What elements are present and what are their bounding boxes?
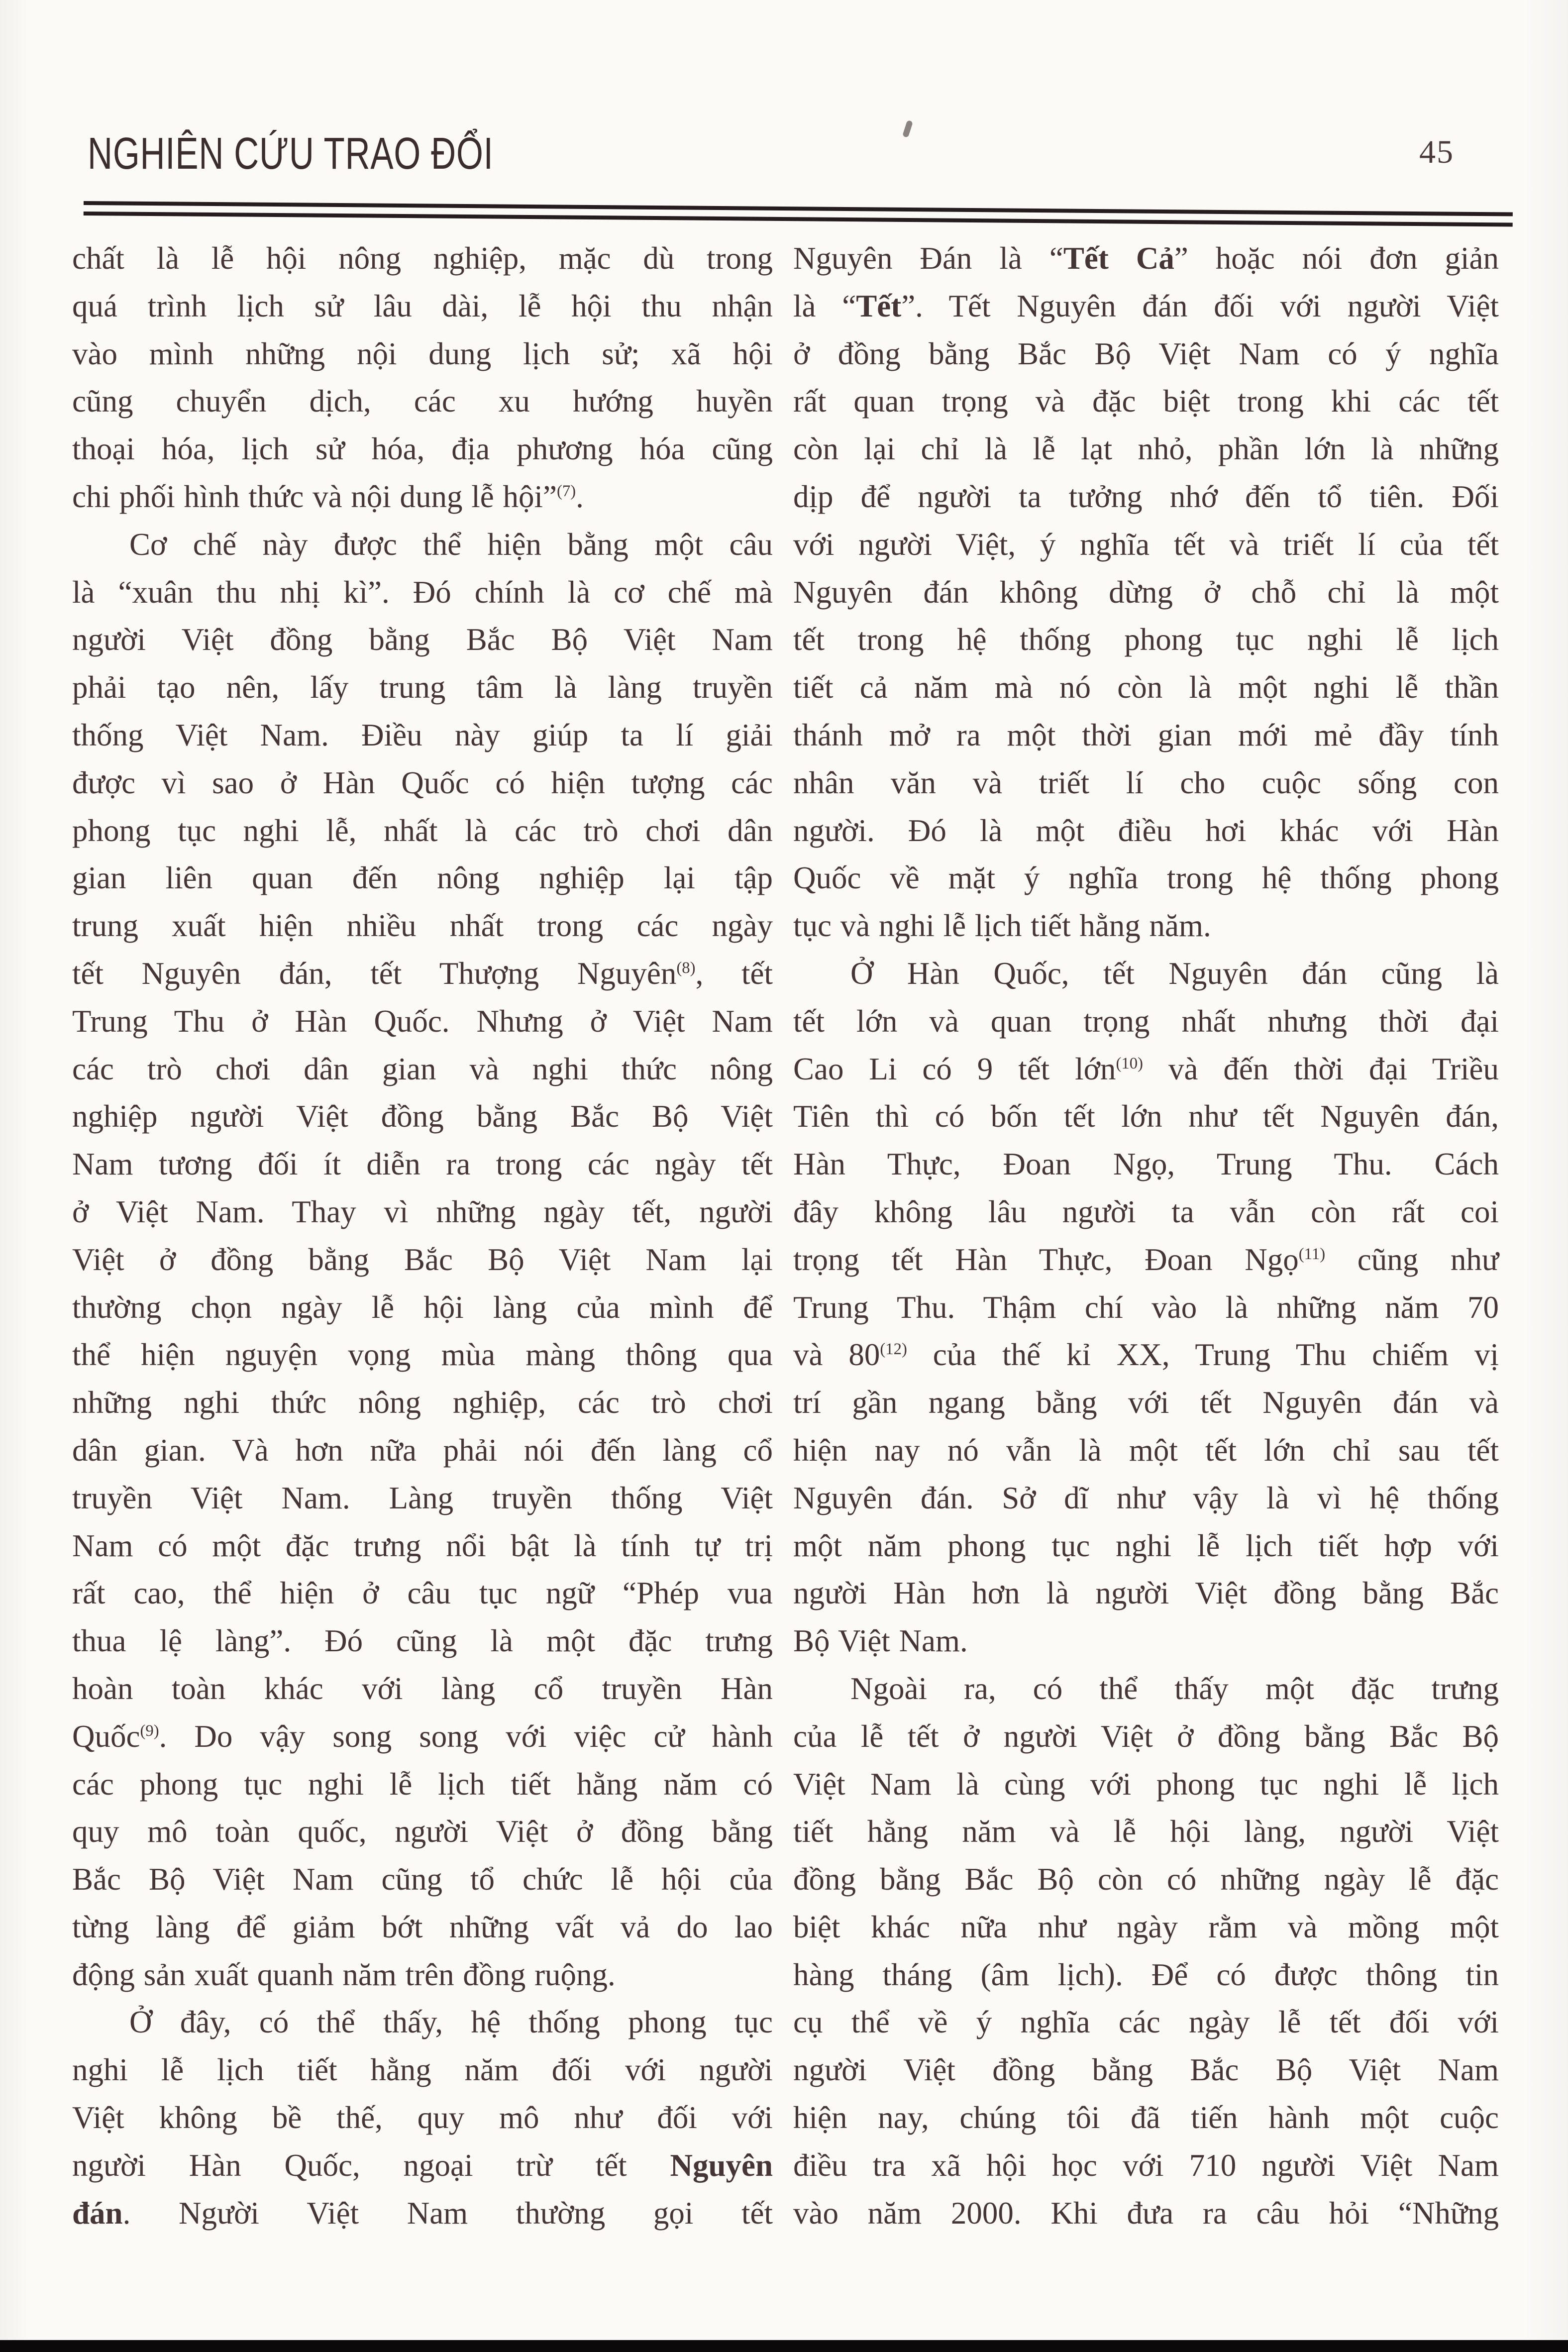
text-line: quá trình lịch sử lâu dài, lễ hội thu nhận <box>72 288 773 323</box>
text-line: ở đồng bằng Bắc Bộ Việt Nam có ý nghĩa <box>793 336 1499 371</box>
text-line: Việt Nam là cùng với phong tục nghi lễ lịch <box>793 1766 1499 1802</box>
text-line: vào mình những nội dung lịch sử; xã hội <box>72 336 773 371</box>
text-line: người Việt đồng bằng Bắc Bộ Việt Nam <box>72 622 773 657</box>
text-line: thể hiện nguyện vọng mùa màng thông qua <box>72 1337 773 1373</box>
text-line: trí gần ngang bằng với tết Nguyên đán và <box>793 1385 1499 1420</box>
text-line: thường chọn ngày lễ hội làng của mình để <box>72 1289 773 1325</box>
text-line: Ở Hàn Quốc, tết Nguyên đán cũng là <box>850 956 1499 991</box>
text-line: của lễ tết ở người Việt ở đồng bằng Bắc Bộ <box>793 1718 1499 1754</box>
text-line: thống Việt Nam. Điều này giúp ta lí giải <box>72 717 773 752</box>
text-line: tết Nguyên đán, tết Thượng Nguyên$^{(8)}$, tết <box>72 956 773 991</box>
text-line: Nam có một đặc trưng nổi bật là tính tự trị <box>72 1528 773 1563</box>
text-line: Quốc về mặt ý nghĩa trong hệ thống phong <box>793 860 1499 896</box>
text-line: hoàn toàn khác với làng cổ truyền Hàn <box>72 1671 773 1706</box>
text-line: người Hàn hơn là người Việt đồng bằng Bắc <box>793 1576 1499 1611</box>
page-header-title: NGHIÊN CỨU TRAO ĐỔI <box>88 129 494 179</box>
text-line: Ngoài ra, có thể thấy một đặc trưng <box>850 1671 1499 1706</box>
text-line: Quốc$^{(9)}$. Do vậy song song với việc cử hành <box>72 1718 773 1754</box>
text-line: điều tra xã hội học với 710 người Việt Nam <box>793 2147 1499 2183</box>
text-line: phải tạo nên, lấy trung tâm là làng truyền <box>72 670 773 705</box>
text-line: biệt khác nữa như ngày rằm và mồng một <box>793 1909 1499 1944</box>
text-line: dịp để người ta tưởng nhớ đến tổ tiên. Đối <box>793 479 1499 514</box>
text-line: dân gian. Và hơn nữa phải nói đến làng cổ <box>72 1432 773 1468</box>
text-line: gian liên quan đến nông nghiệp lại tập <box>72 860 773 896</box>
text-line: đồng bằng Bắc Bộ còn có những ngày lễ đặc <box>793 1862 1499 1897</box>
text-column-right <box>793 235 1499 2237</box>
text-line: ở Việt Nam. Thay vì những ngày tết, người <box>72 1194 773 1229</box>
text-line: Nguyên Đán là “Tết Cả” hoặc nói đơn giản <box>793 241 1499 276</box>
text-line: nhân văn và triết lí cho cuộc sống con <box>793 765 1499 800</box>
page-number: 45 <box>1419 134 1454 170</box>
text-line: nghiệp người Việt đồng bằng Bắc Bộ Việt <box>72 1099 773 1134</box>
text-column-left <box>72 235 773 2237</box>
header-rule <box>84 201 1513 227</box>
text-line: truyền Việt Nam. Làng truyền thống Việt <box>72 1480 773 1515</box>
text-line: Nguyên đán không dừng ở chỗ chỉ là một <box>793 574 1499 610</box>
text-line: hiện nay nó vẫn là một tết lớn chỉ sau tết <box>793 1432 1499 1468</box>
text-line: Trung Thu. Thậm chí vào là những năm 70 <box>793 1289 1499 1325</box>
text-line: hàng tháng (âm lịch). Để có được thông tin <box>793 1957 1499 1992</box>
text-line: Nguyên đán. Sở dĩ như vậy là vì hệ thống <box>793 1480 1499 1515</box>
text-line: được vì sao ở Hàn Quốc có hiện tượng các <box>72 765 773 800</box>
text-line: và 80$^{(12)}$ của thế kỉ XX, Trung Thu chiếm vị <box>793 1337 1499 1373</box>
text-line: Bộ Việt Nam. <box>793 1623 968 1659</box>
text-line: động sản xuất quanh năm trên đồng ruộng. <box>72 1957 616 1992</box>
text-line: Hàn Thực, Đoan Ngọ, Trung Thu. Cách <box>793 1147 1499 1182</box>
text-line: với người Việt, ý nghĩa tết và triết lí của tết <box>793 527 1499 562</box>
text-line: là “xuân thu nhị kì”. Đó chính là cơ chế mà <box>72 574 773 610</box>
text-line: các phong tục nghi lễ lịch tiết hằng năm có <box>72 1766 773 1802</box>
scan-speck <box>902 120 913 138</box>
text-line: tiết cả năm mà nó còn là một nghi lễ thần <box>793 670 1499 705</box>
text-line: thánh mở ra một thời gian mới mẻ đầy tính <box>793 717 1499 752</box>
text-line: hiện nay, chúng tôi đã tiến hành một cuộc <box>793 2100 1499 2136</box>
text-line: người Hàn Quốc, ngoại trừ tết Nguyên <box>72 2147 773 2183</box>
text-line: người Việt đồng bằng Bắc Bộ Việt Nam <box>793 2052 1499 2088</box>
text-line: còn lại chỉ là lễ lạt nhỏ, phần lớn là những <box>793 431 1499 467</box>
text-line: từng làng để giảm bớt những vất vả do lao <box>72 1909 773 1944</box>
text-line: quy mô toàn quốc, người Việt ở đồng bằng <box>72 1814 773 1849</box>
text-line: cũng chuyển dịch, các xu hướng huyền <box>72 384 773 419</box>
text-line: rất quan trọng và đặc biệt trong khi các tết <box>793 384 1499 419</box>
text-line: thoại hóa, lịch sử hóa, địa phương hóa cũng <box>72 431 773 467</box>
text-line: các trò chơi dân gian và nghi thức nông <box>72 1051 773 1086</box>
text-line: đán. Người Việt Nam thường gọi tết <box>72 2195 773 2231</box>
text-line: là “Tết”. Tết Nguyên đán đối với người Việt <box>793 288 1499 323</box>
text-line: phong tục nghi lễ, nhất là các trò chơi dân <box>72 813 773 848</box>
text-line: Việt ở đồng bằng Bắc Bộ Việt Nam lại <box>72 1242 773 1277</box>
text-line: Tiên thì có bốn tết lớn như tết Nguyên đán, <box>793 1099 1499 1134</box>
text-line: những nghi thức nông nghiệp, các trò chơi <box>72 1385 773 1420</box>
text-line: thua lệ làng”. Đó cũng là một đặc trưng <box>72 1623 773 1659</box>
text-line: tục và nghi lễ lịch tiết hằng năm. <box>793 908 1211 944</box>
text-line: tết lớn và quan trọng nhất nhưng thời đại <box>793 1003 1499 1039</box>
text-line: Trung Thu ở Hàn Quốc. Nhưng ở Việt Nam <box>72 1003 773 1039</box>
text-line: nghi lễ lịch tiết hằng năm đối với người <box>72 2052 773 2088</box>
text-line: Cơ chế này được thể hiện bằng một câu <box>129 527 773 562</box>
text-line: tiết hằng năm và lễ hội làng, người Việt <box>793 1814 1499 1849</box>
text-line: chất là lễ hội nông nghiệp, mặc dù trong <box>72 241 773 276</box>
scan-edge-bottom <box>0 2340 1568 2352</box>
text-line: Ở đây, có thể thấy, hệ thống phong tục <box>129 2005 773 2040</box>
text-line: đây không lâu người ta vẫn còn rất coi <box>793 1194 1499 1229</box>
text-line: chi phối hình thức và nội dung lễ hội”$^{(7)}$. <box>72 479 584 514</box>
text-line: Việt không bề thế, quy mô như đối với <box>72 2100 773 2136</box>
text-line: cụ thể về ý nghĩa các ngày lễ tết đối với <box>793 2005 1499 2040</box>
text-line: trung xuất hiện nhiều nhất trong các ngày <box>72 908 773 944</box>
text-line: tết trong hệ thống phong tục nghi lễ lịch <box>793 622 1499 657</box>
text-line: một năm phong tục nghi lễ lịch tiết hợp với <box>793 1528 1499 1563</box>
text-line: vào năm 2000. Khi đưa ra câu hỏi “Những <box>793 2195 1499 2231</box>
text-line: người. Đó là một điều hơi khác với Hàn <box>793 813 1499 848</box>
text-line: Nam tương đối ít diễn ra trong các ngày tết <box>72 1147 773 1182</box>
text-line: Bắc Bộ Việt Nam cũng tổ chức lễ hội của <box>72 1862 773 1897</box>
text-line: rất cao, thể hiện ở câu tục ngữ “Phép vua <box>72 1576 773 1611</box>
text-line: Cao Li có 9 tết lớn$^{(10)}$ và đến thời đại Triều <box>793 1051 1499 1086</box>
text-line: trọng tết Hàn Thực, Đoan Ngọ$^{(11)}$ cũng như <box>793 1242 1499 1277</box>
